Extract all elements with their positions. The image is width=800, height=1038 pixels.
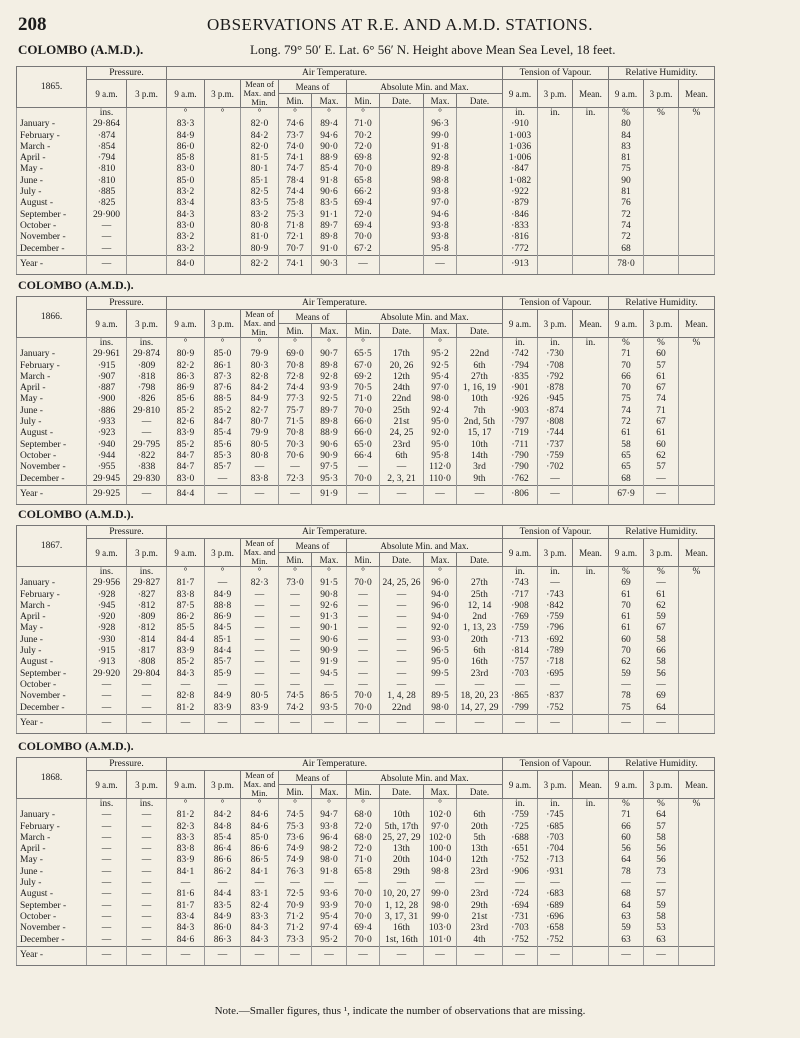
table-row: August - — — 81·6 84·4 83·1 72·5 93·6 70·0 10, 20, 27 99·0 23rd ·724 ·683 68 57: [17, 889, 715, 900]
page-header: [0, 14, 800, 38]
month-label: January -: [17, 578, 87, 589]
year-total-row: Year - 29·925 — 84·4 — — — 91·9 — — — — ·806 — 67·9 —: [17, 485, 715, 504]
month-label: June -: [17, 406, 87, 417]
table-row: January - 29·961 29·874 80·9 85·0 79·9 69·0 90·7 65·5 17th 95·2 22nd ·742 ·730 71 60: [17, 349, 715, 360]
footnote: Note.—Smaller figures, thus ¹, indicate the number of observations that are missing.: [214, 1005, 586, 1017]
vapour-heading: Tension of Vapour.: [503, 297, 609, 310]
table-row: September - 29·900 84·3 83·2 75·3 91·1 72·0 94·6 ·846 72: [17, 210, 715, 221]
month-label: June -: [17, 176, 87, 187]
table-row: October - — — 83·4 84·9 83·3 71·2 95·4 70·0 3, 17, 31 99·0 21st ·731 ·696 63 58: [17, 912, 715, 923]
month-label: December -: [17, 703, 87, 715]
table-row: August - ·825 83·4 83·5 75·8 83·5 69·4 97·0 ·879 76: [17, 198, 715, 209]
month-label: November -: [17, 691, 87, 702]
pressure-heading: Pressure.: [87, 297, 167, 310]
table-row: November - ·955 ·838 84·7 85·7 — — 97·5 — — 112·0 3rd ·790 ·702 65 57: [17, 462, 715, 473]
air-temp-heading: Air Temperature.: [167, 67, 503, 80]
station-name: COLOMBO (A.M.D.).: [18, 42, 144, 57]
table-row: December - 29·945 29·830 83·0 — 83·8 72·3 95·3 70·0 2, 3, 21 110·0 9th ·762 — 68 —: [17, 474, 715, 486]
table-row: June - ·810 85·0 85·1 78·4 91·8 65·8 98·8 1·082 90: [17, 176, 715, 187]
month-label: November -: [17, 923, 87, 934]
table-row: March - ·945 ·812 87·5 88·8 — — 92·6 — — 96·0 12, 14 ·908 ·842 70 62: [17, 601, 715, 612]
table-row: September - 29·920 29·804 84·3 85·9 — — 94·5 — — 99·5 23rd ·703 ·695 59 56: [17, 669, 715, 680]
humidity-heading: Relative Humidity.: [609, 758, 715, 771]
month-label: October -: [17, 221, 87, 232]
year-heading: 1867.: [17, 526, 87, 567]
section-title: COLOMBO (A.M.D.).: [18, 507, 134, 521]
table-row: October - — 83·0 80·8 71·8 89·7 69·4 93·8 ·833 74: [17, 221, 715, 232]
month-label: June -: [17, 867, 87, 878]
vapour-heading: Tension of Vapour.: [503, 758, 609, 771]
month-label: February -: [17, 361, 87, 372]
table-row: March - ·854 86·0 82·0 74·0 90·0 72·0 91·8 1·036 83: [17, 142, 715, 153]
month-label: October -: [17, 912, 87, 923]
table-row: July - — — — — — — — — — — — — — — —: [17, 878, 715, 889]
month-label: October -: [17, 451, 87, 462]
table-row: October - — — — — — — — — — — — — — — —: [17, 680, 715, 691]
table-row: September - — — 81·7 83·5 82·4 70·9 93·9 70·0 1, 12, 28 98·0 29th ·694 ·689 64 59: [17, 901, 715, 912]
table-row: July - ·933 — 82·6 84·7 80·7 71·5 89·8 66·0 21st 95·0 2nd, 5th ·797 ·808 72 67: [17, 417, 715, 428]
table-row: February - ·928 ·827 83·8 84·9 — — 90·8 — — 94·0 25th ·717 ·743 61 61: [17, 590, 715, 601]
observation-table-2: 1867. Pressure. Air Temperature. Tension of Vapour. Relative Humidity. 9 a.m. 3 p.m. 9 a.m. 3 p.m. Mean of Max. and Min. Means of Absolute Min. and Max. 9 a.m. 3 p.m. Mean. 9 a.m. 3 p.m. Mean. Min. Max. Min. Date. Max. Date. ins. ins. ° ° ° ° ° ° ° in. in. in. % % % January - 29·956 29·827 81·7 — 82·3 73·0 91·5 70·0 24, 25, 26 96·0 27th ·743 — 69 — February - ·928 ·827 83·8 84·9 — — 90·8 — — 94·0 25th ·717 ·743 61 61 March - ·945 ·812 87·5 88·8 — — 92·6 — — 96·0 12, 14 ·908 ·842 70 62 April - ·920 ·809 86·2 86·9 — — 91·3 — — 94·0 2nd ·769 ·759 61 59 May - ·928 ·812 85·5 84·5 — — 90·1 — — 92·0 1, 13, 23 ·759 ·796 61 67 June - ·930 ·814 84·4 85·1 — — 90·6 — — 93·0 20th ·713 ·692 60 58 July - ·915 ·817 83·9 84·4 — — 90·9 — — 96·5 6th ·814 ·789 70 66 August - ·913 ·808 85·2 85·7 — — 91·9 — — 95·0 16th ·757 ·718 62 58 September - 29·920 29·804 84·3 85·9 — — 94·5 — — 99·5 23rd ·703 ·695 59 56 October - — — — — — — — — — — — — — — — November - — — 82·8 84·9 80·5 74·5 86·5 70·0 1, 4, 28 89·5 18, 20, 23 ·865 ·837 78 69 December - — — 81·2 83·9 83·9 74·2 93·5 70·0 22nd 98·0 14, 27, 29 ·799 ·752 75 64 Year - — — — — — — — — — — — — — — —: [16, 525, 715, 734]
month-label: May -: [17, 394, 87, 405]
table-row: July - ·915 ·817 83·9 84·4 — — 90·9 — — 96·5 6th ·814 ·789 70 66: [17, 646, 715, 657]
table-row: January - 29·956 29·827 81·7 — 82·3 73·0 91·5 70·0 24, 25, 26 96·0 27th ·743 — 69 —: [17, 578, 715, 589]
month-label: March -: [17, 372, 87, 383]
month-label: June -: [17, 635, 87, 646]
month-label: November -: [17, 462, 87, 473]
table-row: December - — 83·2 80·9 70·7 91·0 67·2 95·8 ·772 68: [17, 244, 715, 256]
section-title: COLOMBO (A.M.D.).: [18, 278, 134, 292]
table-row: December - — — 84·6 86·3 84·3 73·3 95·2 70·0 1st, 16th 101·0 4th ·752 ·752 63 63: [17, 935, 715, 947]
month-label: January -: [17, 810, 87, 821]
pressure-heading: Pressure.: [87, 758, 167, 771]
table-row: December - — — 81·2 83·9 83·9 74·2 93·5 70·0 22nd 98·0 14, 27, 29 ·799 ·752 75 64: [17, 703, 715, 715]
month-label: April -: [17, 844, 87, 855]
month-label: January -: [17, 119, 87, 130]
month-label: December -: [17, 935, 87, 947]
table-row: June - — — 84·1 86·2 84·1 76·3 91·8 65·8 29th 98·8 23rd ·906 ·931 78 73: [17, 867, 715, 878]
month-label: July -: [17, 646, 87, 657]
table-row: November - — — 82·8 84·9 80·5 74·5 86·5 70·0 1, 4, 28 89·5 18, 20, 23 ·865 ·837 78 69: [17, 691, 715, 702]
year-label: Year -: [17, 255, 87, 274]
vapour-heading: Tension of Vapour.: [503, 526, 609, 539]
month-label: May -: [17, 855, 87, 866]
month-label: May -: [17, 623, 87, 634]
table-row: October - ·944 ·822 84·7 85·3 80·8 70·6 90·9 66·4 6th 95·8 14th ·790 ·759 65 62: [17, 451, 715, 462]
table-row: May - ·810 83·0 80·1 74·7 85·4 70·0 89·8 ·847 75: [17, 164, 715, 175]
month-label: November -: [17, 232, 87, 243]
air-temp-heading: Air Temperature.: [167, 297, 503, 310]
month-label: May -: [17, 164, 87, 175]
month-label: December -: [17, 244, 87, 256]
table-row: November - — — 84·3 86·0 84·3 71·2 97·4 69·4 16th 103·0 23rd ·703 ·658 59 53: [17, 923, 715, 934]
station-coordinates: Long. 79° 50′ E. Lat. 6° 56′ N. Height above Mean Sea Level, 18 feet.: [250, 42, 616, 57]
month-label: September -: [17, 901, 87, 912]
year-heading: 1866.: [17, 297, 87, 338]
month-label: September -: [17, 440, 87, 451]
month-label: March -: [17, 142, 87, 153]
month-label: February -: [17, 131, 87, 142]
table-row: June - ·930 ·814 84·4 85·1 — — 90·6 — — 93·0 20th ·713 ·692 60 58: [17, 635, 715, 646]
month-label: February -: [17, 822, 87, 833]
pressure-heading: Pressure.: [87, 67, 167, 80]
humidity-heading: Relative Humidity.: [609, 526, 715, 539]
table-row: April - ·794 85·8 81·5 74·1 88·9 69·8 92·8 1·006 81: [17, 153, 715, 164]
humidity-heading: Relative Humidity.: [609, 67, 715, 80]
table-row: September - ·940 29·795 85·2 85·6 80·5 70·3 90·6 65·0 23rd 95·0 10th ·711 ·737 58 60: [17, 440, 715, 451]
table-row: February - ·874 84·9 84·2 73·7 94·6 70·2 99·0 1·003 84: [17, 131, 715, 142]
month-label: August -: [17, 428, 87, 439]
year-heading: 1868.: [17, 758, 87, 799]
vapour-heading: Tension of Vapour.: [503, 67, 609, 80]
month-label: January -: [17, 349, 87, 360]
year-label: Year -: [17, 714, 87, 733]
month-label: April -: [17, 153, 87, 164]
month-label: February -: [17, 590, 87, 601]
page-title: OBSERVATIONS AT R.E. AND A.M.D. STATIONS.: [206, 15, 594, 34]
table-row: February - ·915 ·809 82·2 86·1 80·3 70·8 89·8 67·0 20, 26 92·5 6th ·794 ·708 70 57: [17, 361, 715, 372]
section-title: COLOMBO (A.M.D.).: [18, 739, 134, 753]
air-temp-heading: Air Temperature.: [167, 758, 503, 771]
month-label: April -: [17, 383, 87, 394]
table-row: August - ·923 — 83·9 85·4 79·9 70·8 88·9 66·0 24, 25 92·0 15, 17 ·719 ·744 61 61: [17, 428, 715, 439]
month-label: October -: [17, 680, 87, 691]
year-label: Year -: [17, 946, 87, 965]
year-label: Year -: [17, 485, 87, 504]
table-row: January - — — 81·2 84·2 84·6 74·5 94·7 68·0 10th 102·0 6th ·759 ·745 71 64: [17, 810, 715, 821]
year-total-row: Year - — 84·0 82·2 74·1 90·3 — — ·913 78·0: [17, 255, 715, 274]
station-header: [18, 42, 788, 62]
month-label: August -: [17, 198, 87, 209]
table-row: July - ·885 83·2 82·5 74·4 90·6 66·2 93·8 ·922 81: [17, 187, 715, 198]
year-total-row: Year - — — — — — — — — — — — — — — —: [17, 946, 715, 965]
month-label: July -: [17, 417, 87, 428]
table-row: August - ·913 ·808 85·2 85·7 — — 91·9 — — 95·0 16th ·757 ·718 62 58: [17, 657, 715, 668]
table-row: March - — — 83·3 85·4 85·0 73·6 96·4 68·0 25, 27, 29 102·0 5th ·688 ·703 60 58: [17, 833, 715, 844]
table-row: May - — — 83·9 86·6 86·5 74·9 98·0 71·0 20th 104·0 12th ·752 ·713 64 56: [17, 855, 715, 866]
table-row: May - ·928 ·812 85·5 84·5 — — 90·1 — — 92·0 1, 13, 23 ·759 ·796 61 67: [17, 623, 715, 634]
table-row: June - ·886 29·810 85·2 85·2 82·7 75·7 89·7 70·0 25th 92·4 7th ·903 ·874 74 71: [17, 406, 715, 417]
table-row: February - — — 82·3 84·8 84·6 75·3 93·8 72·0 5th, 17th 97·0 20th ·725 ·685 66 57: [17, 822, 715, 833]
table-row: April - — — 83·8 86·4 86·6 74·9 98·2 72·0 13th 100·0 13th ·651 ·704 56 56: [17, 844, 715, 855]
month-label: September -: [17, 669, 87, 680]
month-label: July -: [17, 878, 87, 889]
table-row: May - ·900 ·826 85·6 88·5 84·9 77·3 92·5 71·0 22nd 98·0 10th ·926 ·945 75 74: [17, 394, 715, 405]
table-row: January - 29·864 83·3 82·0 74·6 89·4 71·0 96·3 ·910 80: [17, 119, 715, 130]
year-total-row: Year - — — — — — — — — — — — — — — —: [17, 714, 715, 733]
year-heading: 1865.: [17, 67, 87, 108]
air-temp-heading: Air Temperature.: [167, 526, 503, 539]
table-row: April - ·887 ·798 86·9 87·6 84·2 74·4 93·9 70·5 24th 97·0 1, 16, 19 ·901 ·878 70 67: [17, 383, 715, 394]
table-row: November - — 83·2 81·0 72·1 89·8 70·0 93·8 ·816 72: [17, 232, 715, 243]
month-label: August -: [17, 889, 87, 900]
pressure-heading: Pressure.: [87, 526, 167, 539]
month-label: July -: [17, 187, 87, 198]
observation-table-3: 1868. Pressure. Air Temperature. Tension of Vapour. Relative Humidity. 9 a.m. 3 p.m. 9 a.m. 3 p.m. Mean of Max. and Min. Means of Absolute Min. and Max. 9 a.m. 3 p.m. Mean. 9 a.m. 3 p.m. Mean. Min. Max. Min. Date. Max. Date. ins. ins. ° ° ° ° ° ° ° in. in. in. % % % January - — — 81·2 84·2 84·6 74·5 94·7 68·0 10th 102·0 6th ·759 ·745 71 64 February - — — 82·3 84·8 84·6 75·3 93·8 72·0 5th, 17th 97·0 20th ·725 ·685 66 57 March - — — 83·3 85·4 85·0 73·6 96·4 68·0 25, 27, 29 102·0 5th ·688 ·703 60 58 April - — — 83·8 86·4 86·6 74·9 98·2 72·0 13th 100·0 13th ·651 ·704 56 56 May - — — 83·9 86·6 86·5 74·9 98·0 71·0 20th 104·0 12th ·752 ·713 64 56 June - — — 84·1 86·2 84·1 76·3 91·8 65·8 29th 98·8 23rd ·906 ·931 78 73 July - — — — — — — — — — — — — — — — August - — — 81·6 84·4 83·1 72·5 93·6 70·0 10, 20, 27 99·0 23rd ·724 ·683 68 57 September - — — 81·7 83·5 82·4 70·9 93·9 70·0 1, 12, 28 98·0 29th ·694 ·689 64 59 October - — — 83·4 84·9 83·3 71·2 95·4 70·0 3, 17, 31 99·0 21st ·731 ·696 63 58 November - — — 84·3 86·0 84·3 71·2 97·4 69·4 16th 103·0 23rd ·703 ·658 59 53 December - — — 84·6 86·3 84·3 73·3 95·2 70·0 1st, 16th 101·0 4th ·752 ·752 63 63 Year - — — — — — — — — — — — — — — —: [16, 757, 715, 966]
page-number: 208: [18, 14, 47, 35]
month-label: December -: [17, 474, 87, 486]
humidity-heading: Relative Humidity.: [609, 297, 715, 310]
month-label: March -: [17, 601, 87, 612]
month-label: March -: [17, 833, 87, 844]
month-label: September -: [17, 210, 87, 221]
month-label: April -: [17, 612, 87, 623]
observation-table-0: 1865. Pressure. Air Temperature. Tension of Vapour. Relative Humidity. 9 a.m. 3 p.m. 9 a.m. 3 p.m. Mean of Max. and Min. Means of Absolute Min. and Max. 9 a.m. 3 p.m. Mean. 9 a.m. 3 p.m. Mean. Min. Max. Min. Date. Max. Date. ins. ° ° ° ° ° ° ° in. in. in. % % % January - 29·864 83·3 82·0 74·6 89·4 71·0 96·3 ·910 80 February - ·874 84·9 84·2 73·7 94·6 70·2 99·0 1·003 84 March - ·854 86·0 82·0 74·0 90·0 72·0 91·8 1·036 83 April - ·794 85·8 81·5 74·1 88·9 69·8 92·8 1·006 81 May - ·810 83·0 80·1 74·7 85·4 70·0 89·8 ·847 75 June - ·810 85·0 85·1 78·4 91·8 65·8 98·8 1·082 90 July - ·885 83·2 82·5 74·4 90·6 66·2 93·8 ·922 81 August - ·825 83·4 83·5 75·8 83·5 69·4 97·0 ·879 76 September - 29·900 84·3 83·2 75·3 91·1 72·0 94·6 ·846 72 October - — 83·0 80·8 71·8 89·7 69·4 93·8 ·833 74 November - — 83·2 81·0 72·1 89·8 70·0 93·8 ·816 72 December - — 83·2 80·9 70·7 91·0 67·2 95·8 ·772 68 Year - — 84·0 82·2 74·1 90·3 — — ·913 78·0: [16, 66, 715, 275]
observation-table-1: 1866. Pressure. Air Temperature. Tension of Vapour. Relative Humidity. 9 a.m. 3 p.m. 9 a.m. 3 p.m. Mean of Max. and Min. Means of Absolute Min. and Max. 9 a.m. 3 p.m. Mean. 9 a.m. 3 p.m. Mean. Min. Max. Min. Date. Max. Date. ins. ins. ° ° ° ° ° ° ° in. in. in. % % % January - 29·961 29·874 80·9 85·0 79·9 69·0 90·7 65·5 17th 95·2 22nd ·742 ·730 71 60 February - ·915 ·809 82·2 86·1 80·3 70·8 89·8 67·0 20, 26 92·5 6th ·794 ·708 70 57 March - ·907 ·818 86·3 87·3 82·8 72·8 92·8 69·2 12th 95·4 27th ·835 ·792 66 61 April - ·887 ·798 86·9 87·6 84·2 74·4 93·9 70·5 24th 97·0 1, 16, 19 ·901 ·878 70 67 May - ·900 ·826 85·6 88·5 84·9 77·3 92·5 71·0 22nd 98·0 10th ·926 ·945 75 74 June - ·886 29·810 85·2 85·2 82·7 75·7 89·7 70·0 25th 92·4 7th ·903 ·874 74 71 July - ·933 — 82·6 84·7 80·7 71·5 89·8 66·0 21st 95·0 2nd, 5th ·797 ·808 72 67 August - ·923 — 83·9 85·4 79·9 70·8 88·9 66·0 24, 25 92·0 15, 17 ·719 ·744 61 61 September - ·940 29·795 85·2 85·6 80·5 70·3 90·6 65·0 23rd 95·0 10th ·711 ·737 58 60 October - ·944 ·822 84·7 85·3 80·8 70·6 90·9 66·4 6th 95·8 14th ·790 ·759 65 62 November - ·955 ·838 84·7 85·7 — — 97·5 — — 112·0 3rd ·790 ·702 65 57 December - 29·945 29·830 83·0 — 83·8 72·3 95·3 70·0 2, 3, 21 110·0 9th ·762 — 68 — Year - 29·925 — 84·4 — — — 91·9 — — — — ·806 — 67·9 —: [16, 296, 715, 505]
table-row: April - ·920 ·809 86·2 86·9 — — 91·3 — — 94·0 2nd ·769 ·759 61 59: [17, 612, 715, 623]
table-row: March - ·907 ·818 86·3 87·3 82·8 72·8 92·8 69·2 12th 95·4 27th ·835 ·792 66 61: [17, 372, 715, 383]
month-label: August -: [17, 657, 87, 668]
